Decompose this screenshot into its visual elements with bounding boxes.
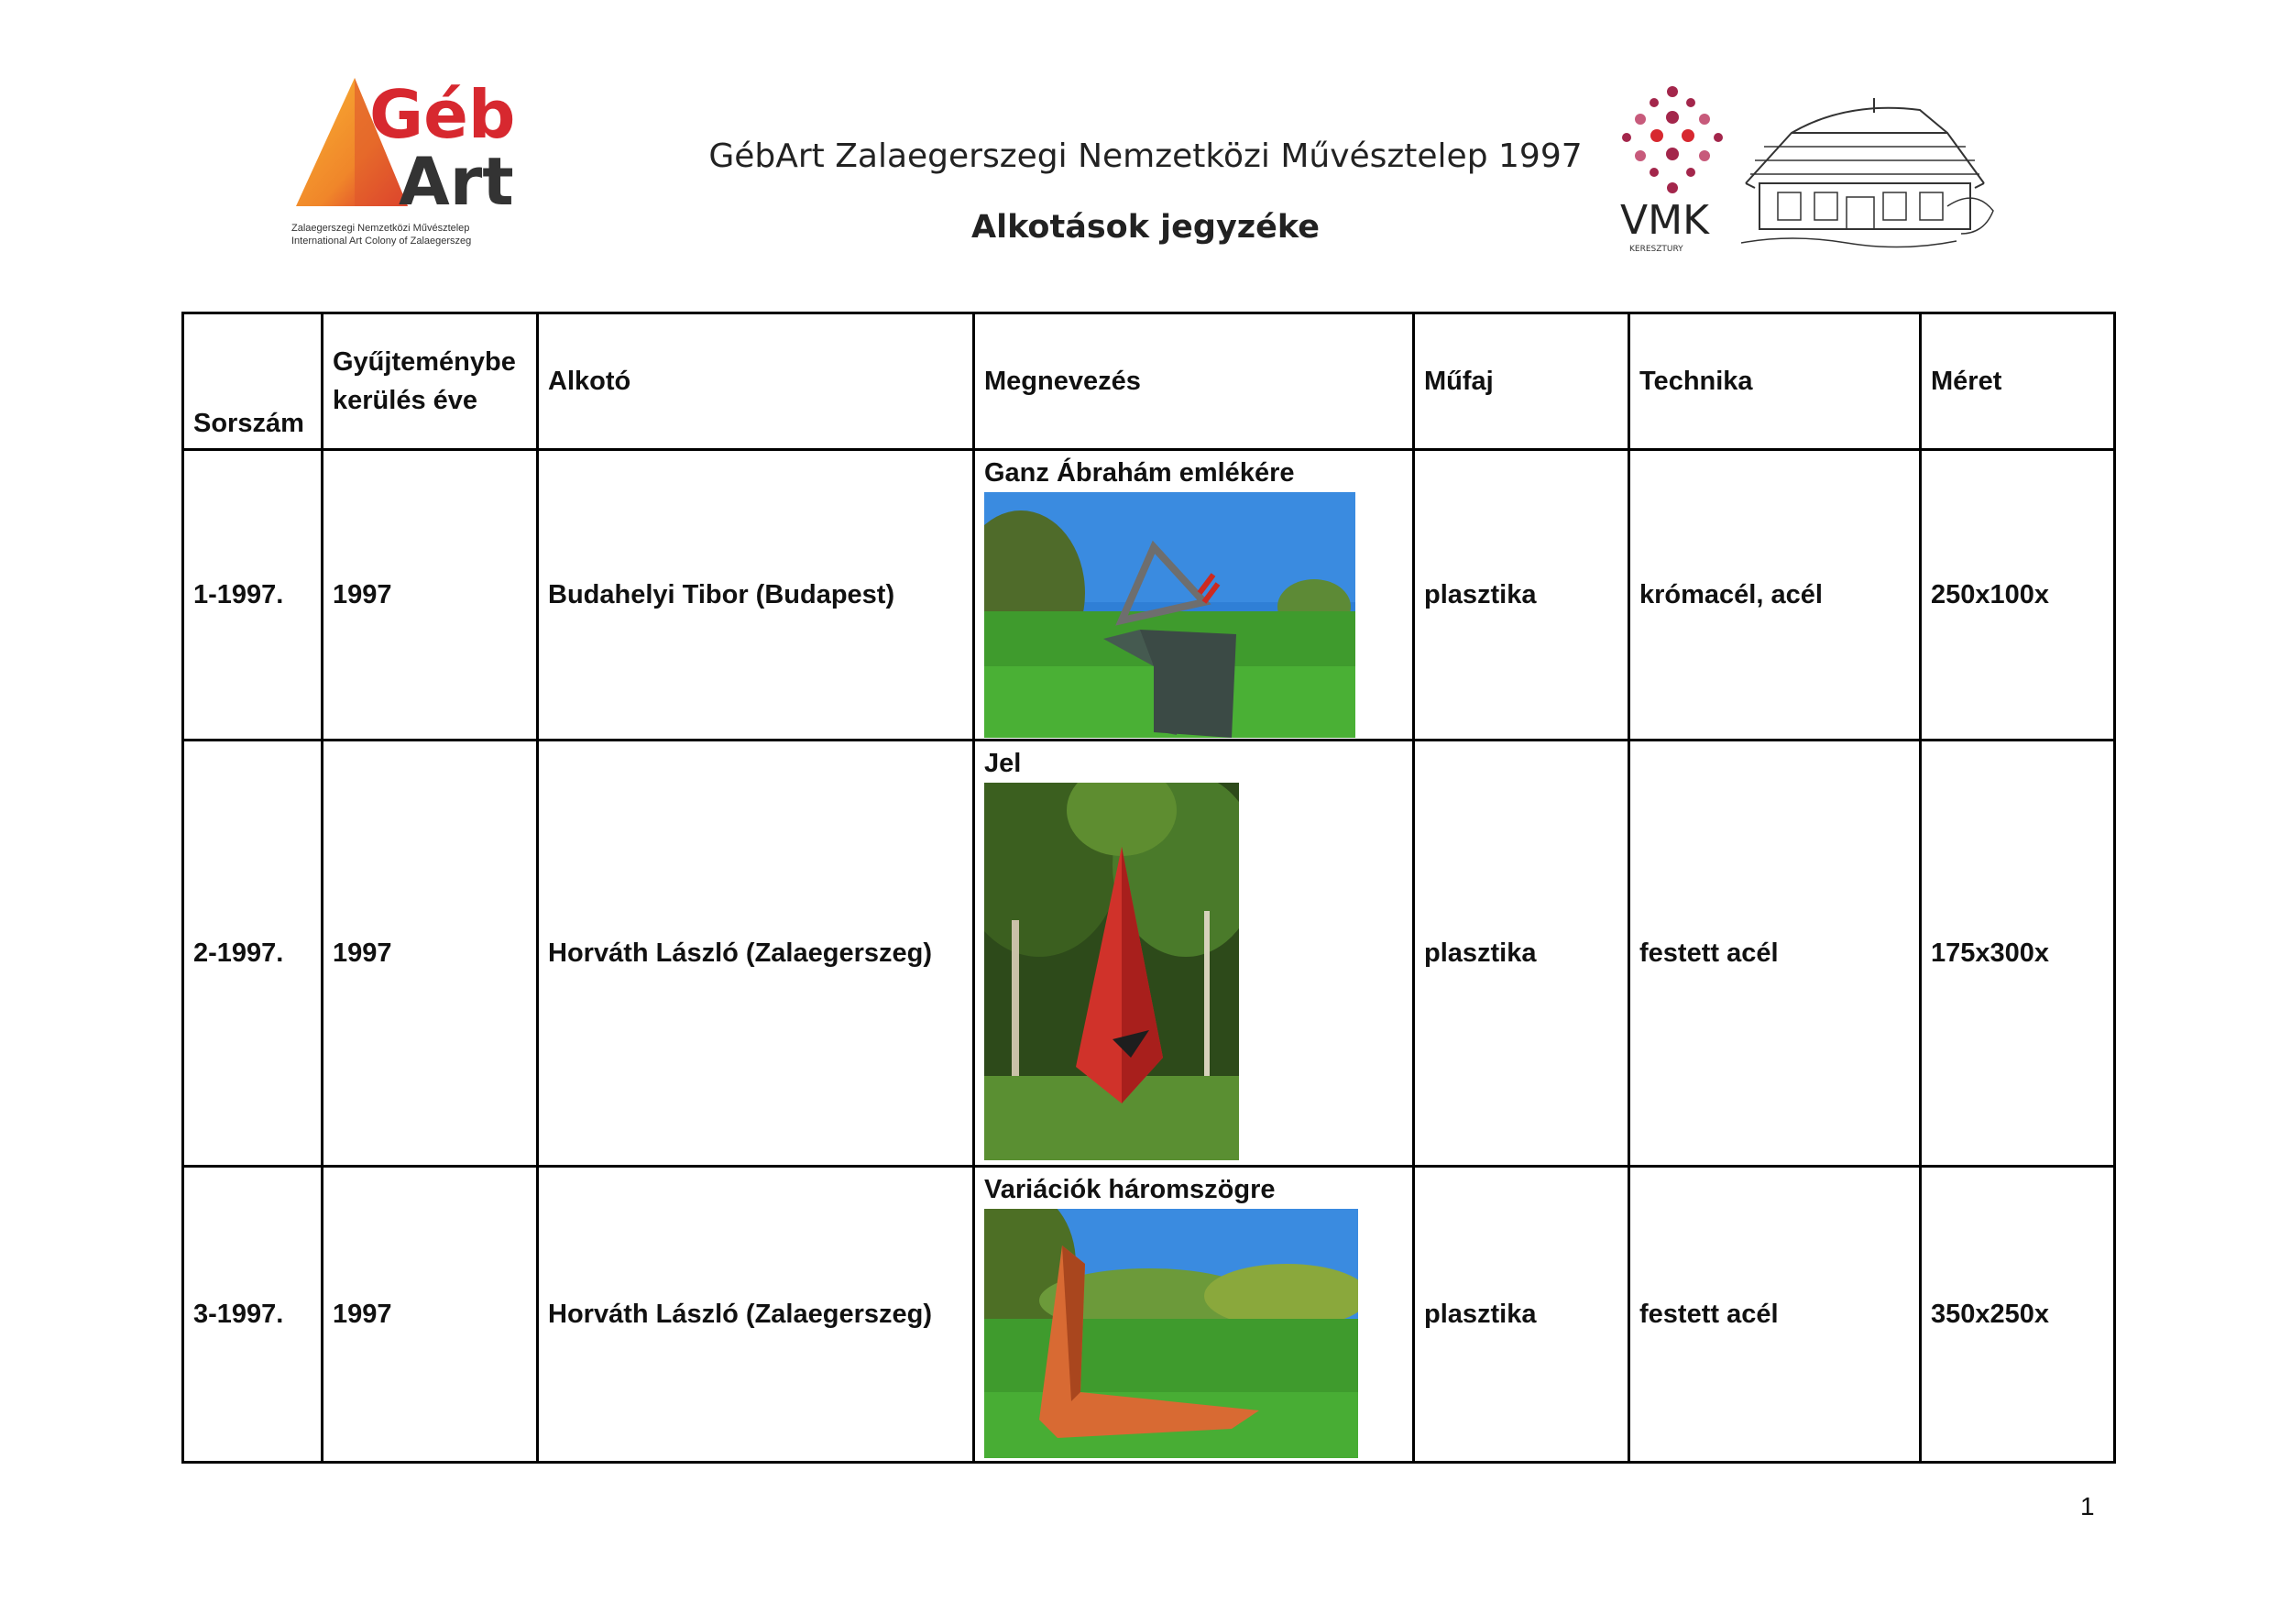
column-header-meret: Méret xyxy=(1921,313,2115,450)
cell-meret: 250x100x xyxy=(1921,450,2115,741)
table-row xyxy=(183,450,2115,741)
cell-megnevezes xyxy=(974,450,1414,741)
gebart-logo-top-word: Géb xyxy=(369,76,516,153)
cell-technika: festett acél xyxy=(1629,741,1921,1167)
cell-alkoto: Horváth László (Zalaegerszeg) xyxy=(538,741,974,1167)
column-header-ev xyxy=(323,313,538,450)
cell-technika: krómacél, acél xyxy=(1629,450,1921,741)
cell-mufaj: plasztika xyxy=(1414,1167,1629,1463)
cell-megnevezes xyxy=(974,741,1414,1167)
table-header-row xyxy=(183,313,2115,450)
cell-meret: 175x300x xyxy=(1921,741,2115,1167)
cell-ev: 1997 xyxy=(323,741,538,1167)
artwork-title: Ganz Ábrahám emlékére xyxy=(984,458,1295,488)
vmk-logo xyxy=(1613,82,1732,257)
document-subtitle: Alkotások jegyzéke xyxy=(971,209,1320,246)
artwork-title: Variációk háromszögre xyxy=(984,1175,1276,1204)
cell-ev: 1997 xyxy=(323,1167,538,1463)
document-title: GébArt Zalaegerszegi Nemzetközi Művésztelep 1997 xyxy=(708,137,1583,175)
artwork-photo xyxy=(984,783,1239,1160)
artwork-photo xyxy=(984,1209,1358,1458)
cell-sorszam: 2-1997. xyxy=(183,741,323,1167)
cell-alkoto: Budahelyi Tibor (Budapest) xyxy=(538,450,974,741)
artwork-title: Jel xyxy=(984,749,1022,778)
cell-mufaj: plasztika xyxy=(1414,450,1629,741)
column-header-sorszam: Sorszám xyxy=(183,313,323,450)
page-number: 1 xyxy=(2080,1492,2095,1520)
column-header-megnevezes: Megnevezés xyxy=(974,313,1414,450)
cell-mufaj: plasztika xyxy=(1414,741,1629,1167)
cell-sorszam: 1-1997. xyxy=(183,450,323,741)
gebart-logo-subline-1: Zalaegerszegi Nemzetközi Művésztelep xyxy=(291,223,470,234)
house-drawing-logo xyxy=(1737,96,1998,257)
cell-alkoto: Horváth László (Zalaegerszeg) xyxy=(538,1167,974,1463)
column-header-technika: Technika xyxy=(1629,313,1921,450)
column-header-alkoto: Alkotó xyxy=(538,313,974,450)
gebart-logo-bottom-word: Art xyxy=(399,143,514,220)
cell-megnevezes xyxy=(974,1167,1414,1463)
vmk-logo-letters: VMK xyxy=(1620,197,1709,244)
artwork-photo xyxy=(984,492,1355,738)
table-row xyxy=(183,741,2115,1167)
cell-ev: 1997 xyxy=(323,450,538,741)
gebart-logo-subline-2: International Art Colony of Zalaegerszeg xyxy=(291,236,472,247)
artworks-table xyxy=(181,312,2113,1464)
cell-sorszam: 3-1997. xyxy=(183,1167,323,1463)
vmk-logo-subline: KERESZTURY xyxy=(1629,245,1683,254)
cell-meret: 350x250x xyxy=(1921,1167,2115,1463)
column-header-ev-label: Gyűjteménybe kerülés éve xyxy=(333,347,516,415)
table-row xyxy=(183,1167,2115,1463)
column-header-mufaj: Műfaj xyxy=(1414,313,1629,450)
cell-technika: festett acél xyxy=(1629,1167,1921,1463)
